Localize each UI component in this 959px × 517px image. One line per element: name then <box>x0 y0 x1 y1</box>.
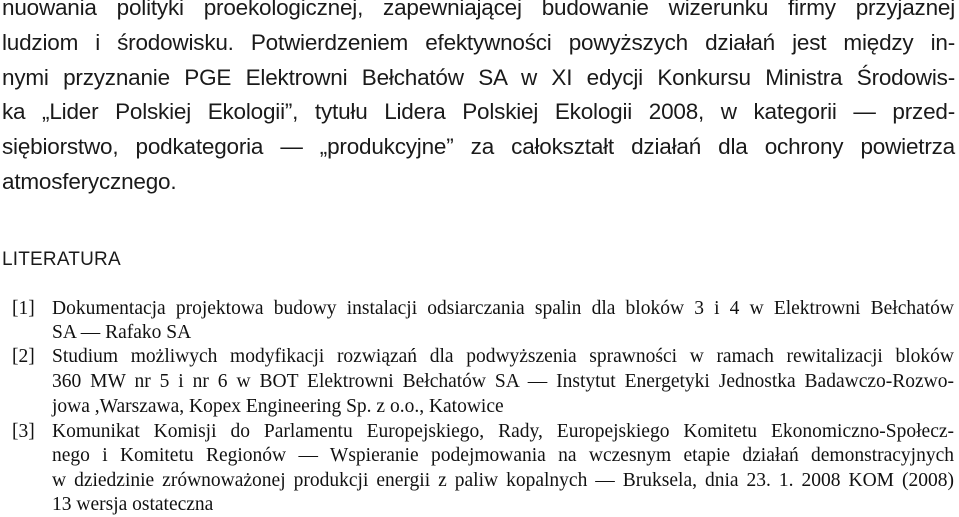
reference-line: Dokumentacja projektowa budowy instalacji odsiarczania spalin dla bloków 3 i 4 w Elektrowni Bełchatów <box>52 298 954 319</box>
reference-line: jowa ,Warszawa, Kopex Engineering Sp. z o.o., Katowice <box>52 396 504 417</box>
reference-number: [3] <box>12 421 35 442</box>
paragraph-line: ludziom i środowisku. Potwierdzeniem efektywności powyższych działań jest między in- <box>2 30 955 55</box>
reference-line: Komunikat Komisji do Parlamentu Europejskiego, Rady, Europejskiego Komitetu Ekonomiczno-Społecz- <box>52 421 954 442</box>
paragraph-line: nuowania polityki proekologicznej, zapewniającej budowanie wizerunku firmy przyjaznej <box>2 0 955 20</box>
paragraph-line: atmosferycznego. <box>2 169 177 194</box>
reference-line: nego i Komitetu Regionów — Wspieranie podejmowania na wczesnym etapie działań demonstracyjnych <box>52 445 954 466</box>
paragraph-line: siębiorstwo, podkategoria — „produkcyjne” za całokształt działań dla ochrony powietrza <box>2 134 955 159</box>
reference-number: [2] <box>12 346 35 367</box>
literature-heading: LITERATURA <box>2 249 121 270</box>
reference-line: SA — Rafako SA <box>52 322 192 343</box>
paragraph-line: ka „Lider Polskiej Ekologii”, tytułu Lidera Polskiej Ekologii 2008, w kategorii — przed- <box>2 99 955 124</box>
paragraph-line: nymi przyznanie PGE Elektrowni Bełchatów SA w XI edycji Konkursu Ministra Środowis- <box>2 65 955 90</box>
reference-line: Studium możliwych modyfikacji rozwiązań dla podwyższenia sprawności w ramach rewitalizacji bloków <box>52 346 954 367</box>
reference-line: 13 wersja ostateczna <box>52 494 214 515</box>
reference-line: w dziedzinie zrównoważonej produkcji energii z paliw kopalnych — Bruksela, dnia 23. 1. 2008 KOM (2008) <box>52 470 954 491</box>
reference-line: 360 MW nr 5 i nr 6 w BOT Elektrowni Bełchatów SA — Instytut Energetyki Jednostka Badawczo-Rozwo- <box>52 371 954 392</box>
reference-number: [1] <box>12 298 35 319</box>
